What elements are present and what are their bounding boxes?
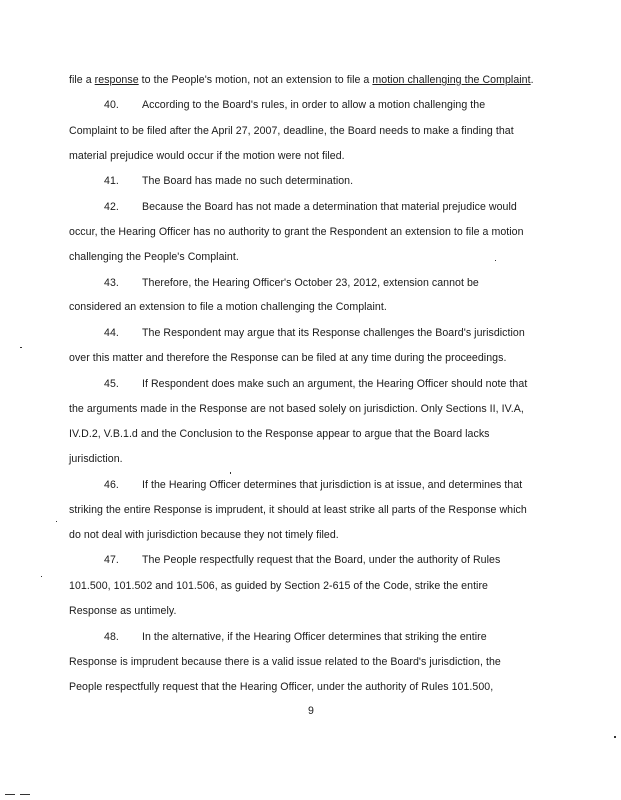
scan-speck bbox=[614, 736, 616, 738]
paragraph-40-line-2: Complaint to be filed after the April 27, 2007, deadline, the Board needs to make a finding that bbox=[69, 125, 514, 137]
paragraph-number: 47. bbox=[104, 554, 119, 566]
underlined-term-response: response bbox=[94, 74, 139, 86]
text-run: According to the Board's rules, in order to allow a motion challenging the bbox=[142, 99, 486, 111]
paragraph-number: 46. bbox=[104, 479, 119, 491]
paragraph-47-line-2: 101.500, 101.502 and 101.506, as guided by Section 2-615 of the Code, strike the entire bbox=[69, 580, 488, 592]
paragraph-number: 45. bbox=[104, 378, 119, 390]
scan-speck bbox=[56, 521, 57, 522]
text-run: The People respectfully request that the Board, under the authority of Rules bbox=[142, 554, 501, 566]
paragraph-45-line-4: jurisdiction. bbox=[69, 453, 123, 465]
page-number: 9 bbox=[308, 705, 314, 717]
underlined-term-motion: motion challenging the Complaint bbox=[372, 74, 531, 86]
paragraph-40-line-3: material prejudice would occur if the motion were not filed. bbox=[69, 150, 345, 162]
paragraph-42-line-1 bbox=[104, 200, 584, 214]
paragraph-number: 44. bbox=[104, 327, 119, 339]
text-line bbox=[69, 73, 549, 87]
paragraph-44-line-2: over this matter and therefore the Response can be filed at any time during the proceedings. bbox=[69, 352, 507, 364]
scan-speck bbox=[495, 260, 496, 261]
paragraph-48-line-1 bbox=[104, 630, 584, 644]
paragraph-46-line-3: do not deal with jurisdiction because they not timely filed. bbox=[69, 529, 339, 541]
paragraph-47-line-1 bbox=[104, 553, 584, 567]
text-run: The Board has made no such determination. bbox=[142, 175, 354, 187]
text-run: Because the Board has not made a determination that material prejudice would bbox=[142, 201, 517, 213]
paragraph-46-line-2: striking the entire Response is imprudent, it should at least strike all parts of the Response which bbox=[69, 504, 527, 516]
scan-speck bbox=[20, 347, 22, 348]
text-run: Therefore, the Hearing Officer's October 23, 2012, extension cannot be bbox=[142, 277, 479, 289]
scan-speck bbox=[230, 472, 231, 474]
paragraph-44-line-1 bbox=[104, 326, 584, 340]
paragraph-number: 43. bbox=[104, 277, 119, 289]
text-run: The Respondent may argue that its Response challenges the Board's jurisdiction bbox=[142, 327, 525, 339]
paragraph-42-line-3: challenging the People's Complaint. bbox=[69, 251, 239, 263]
paragraph-48-line-2: Response is imprudent because there is a valid issue related to the Board's jurisdiction, the bbox=[69, 656, 501, 668]
paragraph-43-line-1 bbox=[104, 276, 584, 290]
paragraph-41-line-1 bbox=[104, 174, 584, 188]
text-run: If Respondent does make such an argument, the Hearing Officer should note that bbox=[142, 378, 528, 390]
paragraph-40-line-1 bbox=[104, 98, 584, 112]
text-run: If the Hearing Officer determines that jurisdiction is at issue, and determines that bbox=[142, 479, 523, 491]
paragraph-48-line-3: People respectfully request that the Hearing Officer, under the authority of Rules 101.500, bbox=[69, 681, 494, 693]
paragraph-43-line-2: considered an extension to file a motion challenging the Complaint. bbox=[69, 301, 387, 313]
paragraph-number: 41. bbox=[104, 175, 119, 187]
scan-mark bbox=[5, 794, 15, 795]
paragraph-46-line-1 bbox=[104, 478, 584, 492]
text-run: file a bbox=[69, 74, 95, 86]
paragraph-number: 40. bbox=[104, 99, 119, 111]
text-run: In the alternative, if the Hearing Officer determines that striking the entire bbox=[142, 631, 487, 643]
scan-speck bbox=[41, 576, 42, 577]
text-run: to the People's motion, not an extension to file a bbox=[138, 74, 373, 86]
scan-mark bbox=[20, 794, 30, 795]
paragraph-42-line-2: occur, the Hearing Officer has no authority to grant the Respondent an extension to file a motion bbox=[69, 226, 524, 238]
paragraph-45-line-2: the arguments made in the Response are not based solely on jurisdiction. Only Sections II, IV.A, bbox=[69, 403, 524, 415]
text-run: . bbox=[530, 74, 534, 86]
paragraph-number: 48. bbox=[104, 631, 119, 643]
paragraph-number: 42. bbox=[104, 201, 119, 213]
paragraph-47-line-3: Response as untimely. bbox=[69, 605, 177, 617]
paragraph-45-line-3: IV.D.2, V.B.1.d and the Conclusion to the Response appear to argue that the Board lacks bbox=[69, 428, 490, 440]
paragraph-45-line-1 bbox=[104, 377, 584, 391]
